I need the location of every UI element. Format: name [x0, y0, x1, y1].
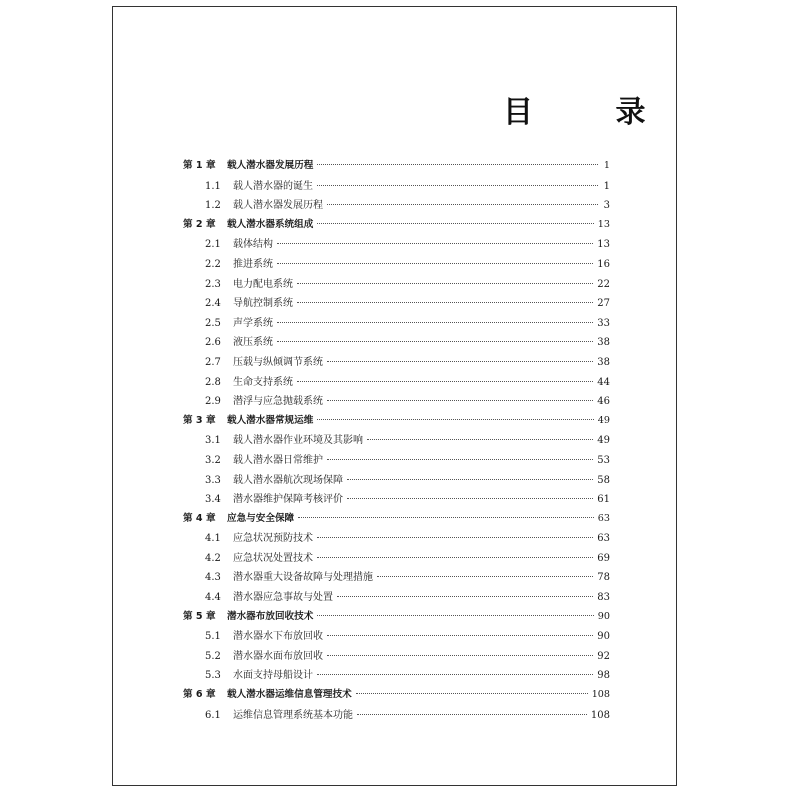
toc-entry-page: 46	[597, 396, 610, 408]
dot-leader	[327, 635, 593, 636]
toc-entry-title: 载人潜水器系统组成	[227, 218, 314, 230]
dot-leader	[327, 655, 593, 656]
toc-section-entry	[183, 177, 610, 197]
book-page	[112, 6, 682, 786]
toc-entry-page: 108	[591, 689, 610, 701]
toc-entry-number: 2.3	[205, 278, 221, 290]
dot-leader	[297, 302, 593, 303]
toc-entry-title: 应急状况预防技术	[233, 533, 313, 545]
dot-leader	[357, 714, 587, 715]
toc-entry-number: 3.1	[205, 435, 221, 447]
toc-chapter-entry	[183, 412, 610, 432]
toc-entry-page: 83	[597, 592, 610, 604]
toc-section-entry	[183, 255, 610, 275]
toc-entry-page: 38	[597, 337, 610, 349]
toc-entry-number: 4.1	[205, 533, 221, 545]
toc-entry-page: 61	[597, 494, 610, 506]
toc-section-entry	[183, 666, 610, 686]
toc-entry-title: 潜水器应急事故与处置	[233, 592, 333, 604]
toc-entry-number: 4.4	[205, 592, 221, 604]
toc-entry-page: 90	[597, 610, 610, 622]
toc-entry-page: 13	[597, 239, 610, 251]
toc-entry-title: 水面支持母船设计	[233, 670, 313, 682]
toc-entry-title: 载人潜水器的诞生	[233, 180, 313, 192]
toc-section-entry	[183, 490, 610, 510]
dot-leader	[317, 223, 593, 224]
toc-entry-page: 53	[597, 454, 610, 466]
toc-entry-page: 58	[597, 474, 610, 486]
toc-entry-page: 49	[597, 435, 610, 447]
toc-section-entry	[183, 706, 610, 726]
dot-leader	[317, 615, 593, 616]
dot-leader	[317, 557, 593, 558]
toc-section-entry	[183, 353, 610, 373]
toc-entry-page: 22	[597, 278, 610, 290]
toc-entry-number: 2.7	[205, 356, 221, 368]
toc-entry-page: 33	[597, 317, 610, 329]
dot-leader	[297, 381, 593, 382]
toc-entry-page: 1	[603, 160, 610, 171]
toc-entry-number: 1.2	[205, 200, 221, 212]
toc-entry-number: 2.5	[205, 317, 221, 329]
toc-chapter-entry	[183, 510, 610, 530]
toc-entry-title: 载人潜水器发展历程	[227, 160, 314, 171]
toc-section-entry	[183, 529, 610, 549]
table-of-contents	[183, 157, 610, 725]
toc-section-entry	[183, 471, 610, 491]
toc-section-entry	[183, 431, 610, 451]
toc-entry-page: 38	[597, 356, 610, 368]
toc-entry-number: 第 4 章	[183, 512, 216, 524]
toc-entry-page: 69	[597, 552, 610, 564]
toc-entry-number: 5.1	[205, 631, 221, 643]
toc-entry-page: 27	[597, 298, 610, 310]
toc-entry-title: 液压系统	[233, 337, 273, 349]
toc-entry-title: 推进系统	[233, 258, 273, 270]
dot-leader	[327, 400, 593, 401]
toc-chapter-entry	[183, 157, 610, 177]
dot-leader	[356, 693, 588, 694]
dot-leader	[317, 185, 598, 186]
toc-entry-title: 潜水器维护保障考核评价	[233, 494, 343, 506]
toc-entry-title: 潜水器布放回收技术	[227, 610, 314, 622]
toc-entry-number: 第 1 章	[183, 160, 216, 171]
toc-section-entry	[183, 333, 610, 353]
toc-entry-title: 载人潜水器作业环境及其影响	[233, 435, 363, 447]
toc-chapter-entry	[183, 686, 610, 706]
toc-entry-number: 3.3	[205, 474, 221, 486]
toc-entry-page: 3	[603, 200, 610, 212]
dot-leader	[347, 498, 593, 499]
toc-entry-number: 第 2 章	[183, 218, 216, 230]
dot-leader	[277, 243, 593, 244]
toc-entry-title: 载人潜水器常规运维	[227, 414, 314, 426]
dot-leader	[317, 537, 593, 538]
toc-entry-number: 3.2	[205, 454, 221, 466]
toc-section-entry	[183, 196, 610, 216]
dot-leader	[277, 341, 593, 342]
dot-leader	[327, 204, 598, 205]
toc-entry-page: 44	[597, 376, 610, 388]
toc-entry-number: 2.9	[205, 396, 221, 408]
toc-entry-title: 载体结构	[233, 239, 273, 251]
toc-entry-page: 92	[597, 650, 610, 662]
toc-entry-title: 生命支持系统	[233, 376, 293, 388]
toc-entry-number: 5.2	[205, 650, 221, 662]
toc-entry-page: 1	[603, 180, 610, 192]
toc-entry-title: 潜水器重大设备故障与处理措施	[233, 572, 373, 584]
toc-entry-number: 2.2	[205, 258, 221, 270]
toc-chapter-entry	[183, 216, 610, 236]
toc-section-entry	[183, 647, 610, 667]
toc-chapter-entry	[183, 608, 610, 628]
dot-leader	[317, 674, 593, 675]
toc-entry-number: 5.3	[205, 670, 221, 682]
toc-entry-title: 电力配电系统	[233, 278, 293, 290]
toc-section-entry	[183, 549, 610, 569]
dot-leader	[277, 322, 593, 323]
dot-leader	[367, 439, 593, 440]
dot-leader	[277, 263, 593, 264]
toc-entry-title: 潜水器水下布放回收	[233, 631, 323, 643]
toc-entry-number: 第 3 章	[183, 414, 216, 426]
toc-entry-title: 应急状况处置技术	[233, 552, 313, 564]
toc-entry-number: 2.6	[205, 337, 221, 349]
toc-section-entry	[183, 392, 610, 412]
toc-entry-number: 6.1	[205, 709, 221, 721]
toc-entry-page: 49	[597, 414, 610, 426]
toc-entry-page: 63	[597, 512, 610, 524]
dot-leader	[298, 517, 594, 518]
toc-entry-title: 导航控制系统	[233, 298, 293, 310]
toc-entry-page: 90	[597, 631, 610, 643]
toc-entry-number: 1.1	[205, 180, 221, 192]
toc-section-entry	[183, 568, 610, 588]
toc-entry-title: 载人潜水器运维信息管理技术	[227, 689, 352, 701]
toc-section-entry	[183, 373, 610, 393]
toc-entry-number: 4.3	[205, 572, 221, 584]
toc-section-entry	[183, 275, 610, 295]
toc-entry-page: 98	[597, 670, 610, 682]
dot-leader	[317, 164, 598, 165]
toc-entry-title: 载人潜水器日常维护	[233, 454, 323, 466]
toc-entry-page: 63	[597, 533, 610, 545]
toc-section-entry	[183, 588, 610, 608]
dot-leader	[327, 459, 593, 460]
toc-entry-title: 潜浮与应急抛载系统	[233, 396, 323, 408]
toc-entry-number: 第 5 章	[183, 610, 216, 622]
toc-entry-number: 2.1	[205, 239, 221, 251]
dot-leader	[297, 283, 593, 284]
toc-entry-page: 78	[597, 572, 610, 584]
toc-entry-title: 载人潜水器发展历程	[233, 200, 323, 212]
dot-leader	[327, 361, 593, 362]
toc-section-entry	[183, 451, 610, 471]
toc-entry-number: 4.2	[205, 552, 221, 564]
toc-entry-number: 2.4	[205, 298, 221, 310]
toc-entry-page: 13	[597, 218, 610, 230]
toc-entry-number: 2.8	[205, 376, 221, 388]
toc-entry-number: 第 6 章	[183, 689, 216, 701]
toc-entry-title: 载人潜水器航次现场保障	[233, 474, 343, 486]
toc-entry-title: 潜水器水面布放回收	[233, 650, 323, 662]
toc-entry-title: 声学系统	[233, 317, 273, 329]
dot-leader	[337, 596, 593, 597]
dot-leader	[377, 576, 593, 577]
dot-leader	[347, 479, 593, 480]
toc-section-entry	[183, 235, 610, 255]
toc-entry-title: 运维信息管理系统基本功能	[233, 709, 353, 721]
toc-entry-number: 3.4	[205, 494, 221, 506]
toc-entry-title: 压载与纵倾调节系统	[233, 356, 323, 368]
toc-section-entry	[183, 627, 610, 647]
toc-section-entry	[183, 314, 610, 334]
toc-entry-page: 108	[590, 709, 610, 721]
page-title: 目 录	[503, 95, 682, 130]
toc-entry-page: 16	[597, 258, 610, 270]
dot-leader	[317, 419, 593, 420]
toc-entry-title: 应急与安全保障	[227, 512, 295, 524]
toc-section-entry	[183, 294, 610, 314]
